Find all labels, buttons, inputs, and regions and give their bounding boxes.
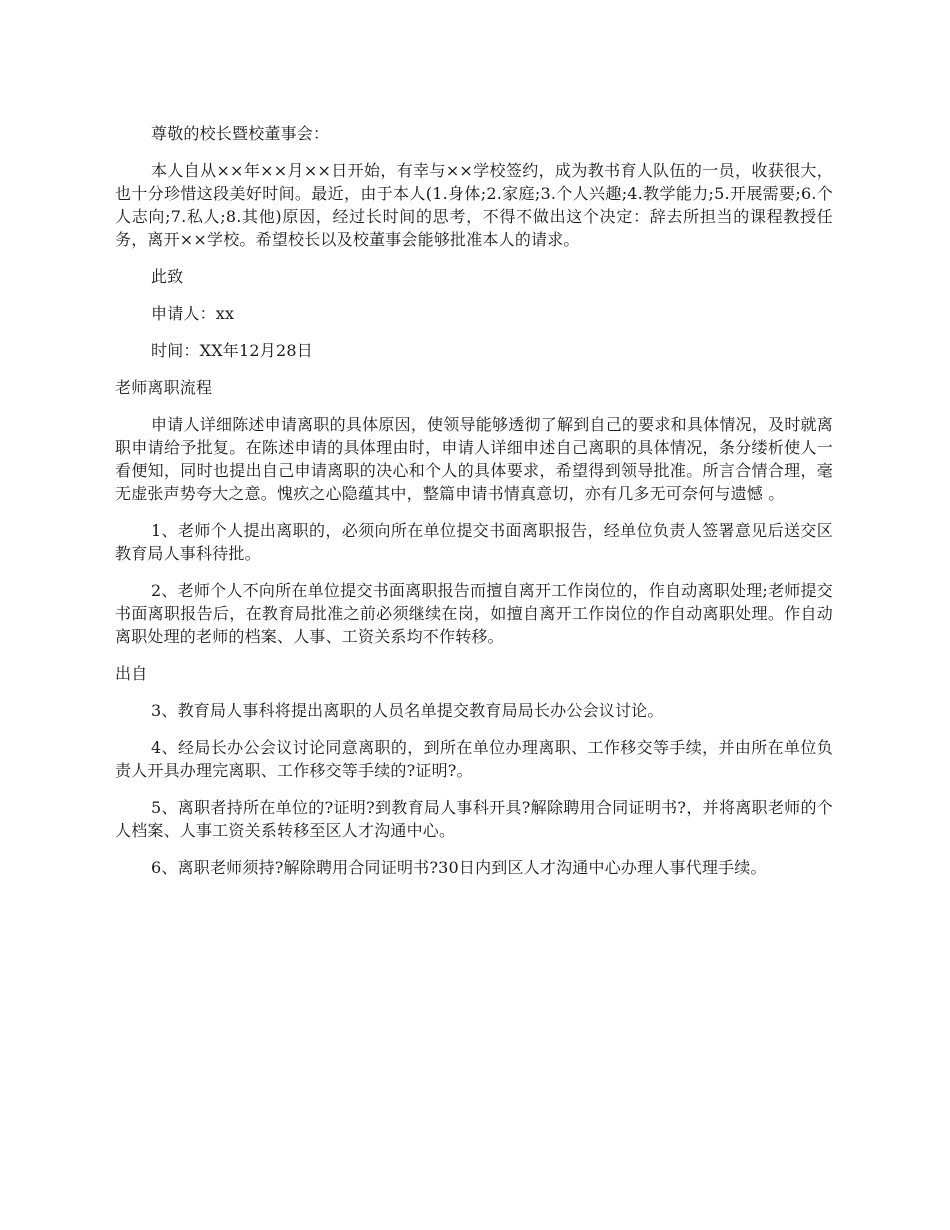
letter-closing: 此致 [151,267,184,286]
process-intro: 申请人详细陈述申请离职的具体原因，使领导能够透彻了解到自己的要求和具体情况，及时就离职申请给予批复。在陈述申请的具体理由时，申请人详细申述自己离职的具体情况，条分缕析使人一看便知，同时也提出自己申请离职的决心和个人的具体要求，希望得到领导批准。所言合情合理，毫无虚张声势夸大之意。愧疚之心隐蕴其中，整篇申请书情真意切，亦有几多无可奈何与遗憾 。 [115,415,833,503]
process-step-1: 1、老师个人提出离职的，必须向所在单位提交书面离职报告，经单位负责人签署意见后送交区教育局人事科待批。 [115,521,833,563]
source-label: 出自 [115,664,148,683]
letter-date: 时间：XX年12月28日 [151,341,313,360]
process-step-3: 3、教育局人事科将提出离职的人员名单提交教育局局长办公会议讨论。 [151,701,664,720]
process-heading: 老师离职流程 [115,378,213,397]
letter-body: 本人自从××年××月××日开始，有幸与××学校签约，成为教书育人队伍的一员，收获很大，也十分珍惜这段美好时间。最近，由于本人(1.身体;2.家庭;3.个人兴趣;4.教学能力;5.开展需要;6.个人志向;7.私人;8.其他)原因，经过长时间的思考，不得不做出这个决定：辞去所担当的课程教授任务，离开××学校。希望校长以及校董事会能够批准本人的请求。 [115,161,833,249]
letter-salutation: 尊敬的校长暨校董事会： [151,124,330,143]
process-step-6: 6、离职老师须持?解除聘用合同证明书?30日内到区人才沟通中心办理人事代理手续。 [151,858,767,877]
process-step-5: 5、离职者持所在单位的?证明?到教育局人事科开具?解除聘用合同证明书?，并将离职老师的个人档案、人事工资关系转移至区人才沟通中心。 [115,798,833,840]
document-page [115,122,833,893]
letter-applicant: 申请人：xx [151,304,235,323]
process-step-2: 2、老师个人不向所在单位提交书面离职报告而擅自离开工作岗位的，作自动离职处理;老师提交书面离职报告后，在教育局批准之前必须继续在岗，如擅自离开工作岗位的作自动离职处理。作自动离职处理的老师的档案、人事、工资关系均不作转移。 [115,581,833,646]
process-step-4: 4、经局长办公会议讨论同意离职的，到所在单位办理离职、工作移交等手续，并由所在单位负责人开具办理完离职、工作移交等手续的?证明?。 [115,738,833,780]
